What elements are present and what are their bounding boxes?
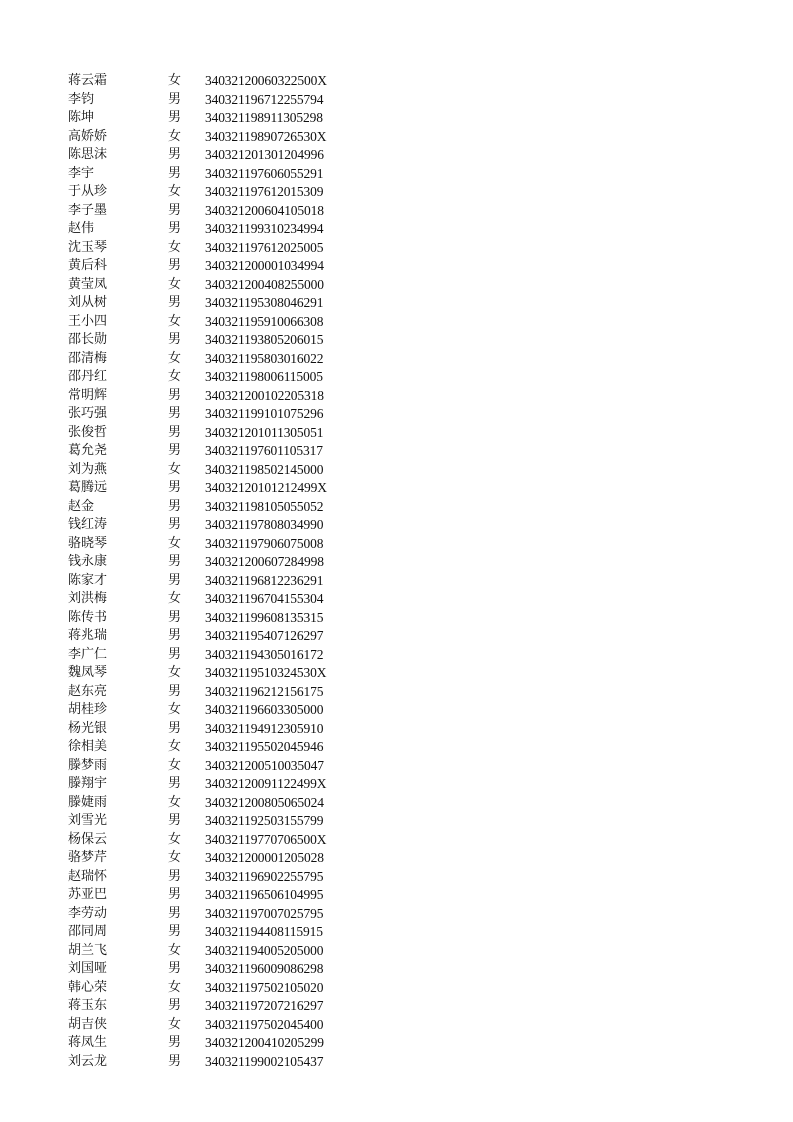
- roster-table: [68, 72, 368, 1071]
- table-row: [68, 775, 368, 794]
- person-id-number: 340321200001205028: [205, 850, 324, 865]
- person-id-number: 340321199002105437: [205, 1053, 324, 1069]
- person-id-number: 340321198006115005: [205, 369, 323, 384]
- person-id-number: 340321196902255795: [205, 868, 324, 884]
- person-id-number: 340321195407126297: [205, 628, 324, 643]
- person-gender: 男: [168, 147, 182, 162]
- person-gender: 男: [168, 165, 182, 181]
- person-gender: 男: [168, 628, 182, 643]
- table-row: [68, 165, 368, 184]
- person-name: 张俊哲: [68, 424, 108, 440]
- person-id-number: 340321199608135315: [205, 609, 324, 625]
- table-row: [68, 479, 368, 498]
- table-row: [68, 683, 368, 702]
- table-row: [68, 905, 368, 924]
- person-name: 李广仁: [68, 646, 108, 662]
- person-name: 黄后科: [68, 258, 108, 273]
- person-gender: 女: [168, 591, 182, 606]
- person-name: 高娇娇: [68, 128, 108, 144]
- person-id-number: 34032119890726530X: [205, 128, 327, 144]
- person-name: 李劳动: [68, 905, 108, 921]
- person-name: 胡兰飞: [68, 942, 108, 958]
- table-row: [68, 313, 368, 332]
- table-row: [68, 128, 368, 147]
- person-gender: 女: [168, 461, 182, 477]
- person-name: 刘国哑: [68, 961, 108, 976]
- person-gender: 女: [168, 1016, 182, 1032]
- person-name: 于从珍: [68, 184, 108, 199]
- person-id-number: 340321199101075296: [205, 406, 324, 421]
- person-gender: 女: [168, 313, 182, 329]
- table-row: [68, 849, 368, 868]
- person-name: 苏亚巴: [68, 887, 108, 902]
- person-id-number: 340321196712255794: [205, 91, 324, 107]
- person-name: 蒋凤生: [68, 1035, 108, 1050]
- table-row: [68, 1034, 368, 1053]
- table-row: [68, 442, 368, 461]
- person-name: 李子墨: [68, 202, 108, 218]
- person-name: 邵丹红: [68, 369, 108, 384]
- person-gender: 女: [168, 369, 182, 384]
- person-gender: 男: [168, 683, 182, 699]
- person-id-number: 340321201301204996: [205, 147, 324, 162]
- person-gender: 男: [168, 517, 182, 532]
- person-name: 李宇: [68, 165, 95, 181]
- person-gender: 男: [168, 998, 182, 1013]
- person-id-number: 340321200805065024: [205, 794, 324, 810]
- table-row: [68, 868, 368, 887]
- table-row: [68, 461, 368, 480]
- table-row: [68, 812, 368, 831]
- table-row: [68, 183, 368, 202]
- table-row: [68, 257, 368, 276]
- table-row: [68, 387, 368, 406]
- table-row: [68, 535, 368, 554]
- table-row: [68, 91, 368, 110]
- person-name: 邵同周: [68, 924, 108, 939]
- person-id-number: 340321198105055052: [205, 498, 324, 514]
- person-name: 杨光银: [68, 720, 108, 736]
- person-gender: 女: [168, 350, 182, 366]
- person-gender: 男: [168, 905, 182, 921]
- person-id-number: 340321200408255000: [205, 276, 324, 292]
- person-id-number: 340321198911305298: [205, 110, 323, 125]
- person-name: 李钧: [68, 91, 95, 107]
- person-id-number: 340321201011305051: [205, 424, 324, 440]
- person-id-number: 340321197808034990: [205, 517, 324, 532]
- table-row: [68, 1016, 368, 1035]
- person-id-number: 340321200607284998: [205, 554, 324, 569]
- person-gender: 男: [168, 387, 182, 403]
- table-row: [68, 609, 368, 628]
- table-row: [68, 886, 368, 905]
- table-row: [68, 368, 368, 387]
- table-row: [68, 590, 368, 609]
- person-gender: 女: [168, 665, 182, 680]
- person-name: 赵瑞怀: [68, 868, 108, 884]
- person-name: 王小四: [68, 313, 108, 329]
- person-name: 钱永康: [68, 554, 108, 569]
- person-gender: 男: [168, 868, 182, 884]
- person-name: 常明辉: [68, 387, 108, 403]
- person-name: 滕婕雨: [68, 794, 108, 810]
- person-name: 赵东亮: [68, 683, 108, 699]
- person-id-number: 340321194408115915: [205, 924, 323, 939]
- person-gender: 男: [168, 609, 182, 625]
- person-id-number: 340321200102205318: [205, 387, 324, 403]
- person-gender: 男: [168, 498, 182, 514]
- table-row: [68, 294, 368, 313]
- person-name: 赵金: [68, 498, 95, 514]
- person-gender: 男: [168, 258, 182, 273]
- person-id-number: 34032120091122499X: [205, 776, 327, 791]
- table-row: [68, 664, 368, 683]
- table-row: [68, 72, 368, 91]
- person-id-number: 34032119510324530X: [205, 665, 327, 680]
- person-name: 钱红涛: [68, 517, 108, 532]
- person-name: 刘从树: [68, 295, 108, 310]
- person-id-number: 340321195803016022: [205, 350, 324, 366]
- person-name: 韩心荣: [68, 979, 108, 995]
- person-id-number: 340321196506104995: [205, 887, 324, 902]
- person-name: 张巧强: [68, 406, 108, 421]
- person-id-number: 34032120101212499X: [205, 480, 327, 495]
- person-name: 骆梦芹: [68, 850, 108, 865]
- person-name: 陈家才: [68, 572, 108, 588]
- person-id-number: 340321200410205299: [205, 1035, 324, 1050]
- person-id-number: 340321197612025005: [205, 239, 324, 255]
- table-row: [68, 498, 368, 517]
- person-id-number: 340321196212156175: [205, 683, 324, 699]
- person-id-number: 34032120060322500X: [205, 73, 327, 88]
- person-name: 蒋兆瑞: [68, 628, 108, 643]
- person-gender: 男: [168, 961, 182, 976]
- person-name: 徐相美: [68, 739, 108, 754]
- table-row: [68, 701, 368, 720]
- person-gender: 男: [168, 332, 182, 347]
- table-row: [68, 831, 368, 850]
- person-gender: 男: [168, 424, 182, 440]
- table-row: [68, 942, 368, 961]
- table-row: [68, 572, 368, 591]
- person-gender: 男: [168, 720, 182, 736]
- person-gender: 男: [168, 406, 182, 421]
- person-name: 刘为燕: [68, 461, 108, 477]
- person-gender: 女: [168, 979, 182, 995]
- person-id-number: 340321194305016172: [205, 646, 324, 662]
- person-id-number: 340321194005205000: [205, 942, 324, 958]
- person-gender: 女: [168, 184, 182, 199]
- person-name: 陈思沫: [68, 147, 108, 162]
- person-id-number: 340321193805206015: [205, 332, 324, 347]
- person-id-number: 34032119770706500X: [205, 831, 327, 847]
- person-id-number: 340321195308046291: [205, 295, 324, 310]
- person-id-number: 340321197502045400: [205, 1016, 324, 1032]
- person-gender: 女: [168, 831, 182, 847]
- person-id-number: 340321200604105018: [205, 202, 324, 218]
- table-row: [68, 276, 368, 295]
- person-name: 刘雪光: [68, 813, 108, 828]
- person-gender: 女: [168, 757, 182, 773]
- person-id-number: 340321197502105020: [205, 979, 324, 995]
- table-row: [68, 331, 368, 350]
- person-gender: 男: [168, 295, 182, 310]
- table-row: [68, 997, 368, 1016]
- person-name: 杨保云: [68, 831, 108, 847]
- person-gender: 男: [168, 646, 182, 662]
- person-id-number: 340321196603305000: [205, 702, 324, 717]
- person-gender: 男: [168, 443, 182, 458]
- table-row: [68, 146, 368, 165]
- person-name: 葛腾远: [68, 480, 108, 495]
- table-row: [68, 220, 368, 239]
- person-gender: 男: [168, 110, 182, 125]
- table-row: [68, 424, 368, 443]
- table-row: [68, 757, 368, 776]
- table-row: [68, 405, 368, 424]
- person-name: 黄莹凤: [68, 276, 108, 292]
- person-gender: 女: [168, 794, 182, 810]
- person-gender: 女: [168, 942, 182, 958]
- person-name: 陈传书: [68, 609, 108, 625]
- person-id-number: 340321197612015309: [205, 184, 324, 199]
- table-row: [68, 738, 368, 757]
- person-name: 滕梦雨: [68, 757, 108, 773]
- person-id-number: 340321197906075008: [205, 535, 324, 551]
- person-id-number: 340321197007025795: [205, 905, 324, 921]
- person-name: 胡桂珍: [68, 702, 108, 717]
- person-gender: 男: [168, 776, 182, 791]
- person-gender: 女: [168, 702, 182, 717]
- table-row: [68, 646, 368, 665]
- person-name: 胡吉侠: [68, 1016, 108, 1032]
- person-name: 蒋云霜: [68, 73, 108, 88]
- person-name: 邵长勋: [68, 332, 108, 347]
- person-gender: 男: [168, 91, 182, 107]
- person-name: 蒋玉东: [68, 998, 108, 1013]
- person-gender: 男: [168, 1053, 182, 1069]
- person-name: 葛允尧: [68, 443, 108, 458]
- person-gender: 女: [168, 535, 182, 551]
- person-id-number: 340321200510035047: [205, 757, 324, 773]
- person-name: 魏凤琴: [68, 665, 108, 680]
- person-name: 邵清梅: [68, 350, 108, 366]
- person-id-number: 340321196009086298: [205, 961, 324, 976]
- person-gender: 男: [168, 480, 182, 495]
- person-name: 刘云龙: [68, 1053, 108, 1069]
- person-gender: 女: [168, 739, 182, 754]
- person-id-number: 340321197601105317: [205, 443, 323, 458]
- table-row: [68, 239, 368, 258]
- table-row: [68, 1053, 368, 1072]
- person-id-number: 340321194912305910: [205, 720, 324, 736]
- person-id-number: 340321197606055291: [205, 165, 324, 181]
- table-row: [68, 202, 368, 221]
- table-row: [68, 923, 368, 942]
- person-gender: 女: [168, 276, 182, 292]
- person-id-number: 340321196704155304: [205, 591, 324, 606]
- person-gender: 男: [168, 572, 182, 588]
- person-gender: 女: [168, 73, 182, 88]
- person-gender: 男: [168, 924, 182, 939]
- person-name: 沈玉琴: [68, 239, 108, 255]
- person-id-number: 340321199310234994: [205, 221, 324, 236]
- table-row: [68, 960, 368, 979]
- table-row: [68, 627, 368, 646]
- person-name: 陈坤: [68, 110, 95, 125]
- person-id-number: 340321198502145000: [205, 461, 324, 477]
- person-gender: 女: [168, 850, 182, 865]
- table-row: [68, 109, 368, 128]
- table-row: [68, 516, 368, 535]
- person-gender: 男: [168, 221, 182, 236]
- person-gender: 男: [168, 813, 182, 828]
- person-id-number: 340321192503155799: [205, 813, 324, 828]
- person-gender: 男: [168, 887, 182, 902]
- person-id-number: 340321196812236291: [205, 572, 324, 588]
- person-name: 赵伟: [68, 221, 95, 236]
- person-name: 滕翔宇: [68, 776, 108, 791]
- person-name: 刘洪梅: [68, 591, 108, 606]
- person-gender: 男: [168, 202, 182, 218]
- person-id-number: 340321195502045946: [205, 739, 324, 754]
- table-row: [68, 720, 368, 739]
- table-row: [68, 350, 368, 369]
- person-gender: 男: [168, 554, 182, 569]
- table-row: [68, 794, 368, 813]
- person-gender: 男: [168, 1035, 182, 1050]
- person-id-number: 340321195910066308: [205, 313, 324, 329]
- table-row: [68, 553, 368, 572]
- person-gender: 女: [168, 239, 182, 255]
- person-name: 骆晓琴: [68, 535, 108, 551]
- person-gender: 女: [168, 128, 182, 144]
- person-id-number: 340321200001034994: [205, 258, 324, 273]
- person-id-number: 340321197207216297: [205, 998, 324, 1013]
- table-row: [68, 979, 368, 998]
